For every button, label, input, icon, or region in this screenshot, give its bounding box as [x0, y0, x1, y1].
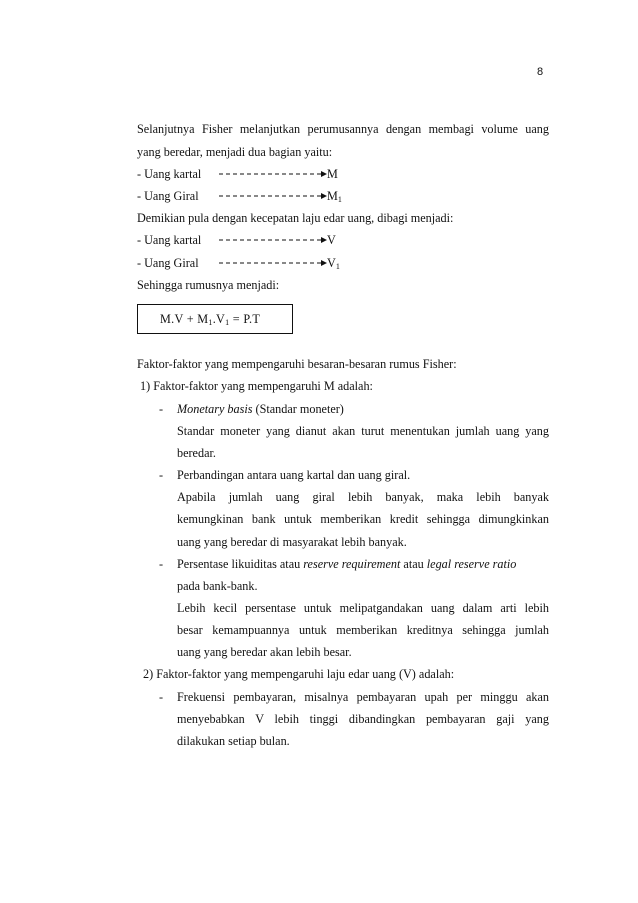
velocity-symbol: V	[327, 233, 336, 247]
dashed-arrow-icon	[219, 191, 327, 201]
paragraph-velocity: Demikian pula dengan kecepatan laju edar uang, dibagi menjadi:	[137, 211, 454, 225]
dashed-arrow-icon	[219, 169, 327, 179]
list-item-desc: uang yang beredar akan lebih besar.	[177, 645, 352, 659]
list-item-desc: uang yang beredar di masyarakat lebih banyak.	[177, 535, 407, 549]
dashed-arrow-icon	[219, 235, 327, 245]
velocity-split-label: - Uang kartal	[137, 233, 202, 247]
paragraph-intro-line: yang beredar, menjadi dua bagian yaitu:	[137, 145, 333, 159]
list-item: - Persentase likuiditas atau reserve requirement atau legal reserve ratio	[159, 557, 517, 571]
list-item-desc: Standar moneter yang dianut akan turut menentukan jumlah uang yang	[177, 424, 549, 438]
money-symbol: $M_1$	[327, 189, 342, 204]
list-item: - Monetary basis (Standar moneter)	[159, 402, 344, 416]
paragraph-factors: Faktor-faktor yang mempengaruhi besaran-besaran rumus Fisher:	[137, 357, 457, 371]
money-split-label: - Uang kartal	[137, 167, 202, 181]
list-item-desc: beredar.	[177, 446, 216, 460]
velocity-symbol: $V_1$	[327, 256, 340, 271]
section-heading-1: 1) Faktor-faktor yang mempengaruhi M adalah:	[140, 379, 373, 393]
dashed-arrow-icon	[219, 258, 327, 268]
page-number: 8	[537, 66, 544, 78]
money-symbol: M	[327, 167, 338, 181]
list-item: - Frekuensi pembayaran, misalnya pembayaran upah per minggu akan	[159, 690, 549, 704]
list-item-desc: dilakukan setiap bulan.	[177, 734, 290, 748]
list-item-desc: Lebih kecil persentase untuk melipatgandakan uang dalam arti lebih	[177, 601, 549, 615]
paragraph-intro-line: Selanjutnya Fisher melanjutkan perumusannya dengan membagi volume uang	[137, 122, 549, 136]
list-item-desc: Apabila jumlah uang giral lebih banyak, maka lebih banyak	[177, 490, 549, 504]
list-item-desc: kemungkinan bank untuk memberikan kredit sehingga dimungkinkan	[177, 512, 549, 526]
list-item-desc: besar kemampuannya untuk memberikan kreditnya sehingga jumlah	[177, 623, 549, 637]
paragraph-formula-intro: Sehingga rumusnya menjadi:	[137, 278, 280, 292]
list-item: - Perbandingan antara uang kartal dan uang giral.	[159, 468, 411, 482]
list-item-desc: menyebabkan V lebih tinggi dibandingkan pembayaran gaji yang	[177, 712, 549, 726]
formula-box: $M.V + M_1.V_1 = P.T$	[137, 304, 293, 334]
money-split-label: - Uang Giral	[137, 189, 199, 203]
section-heading-2: 2) Faktor-faktor yang mempengaruhi laju edar uang (V) adalah:	[143, 667, 455, 681]
list-item-title-cont: pada bank-bank.	[177, 579, 258, 593]
velocity-split-label: - Uang Giral	[137, 256, 199, 270]
